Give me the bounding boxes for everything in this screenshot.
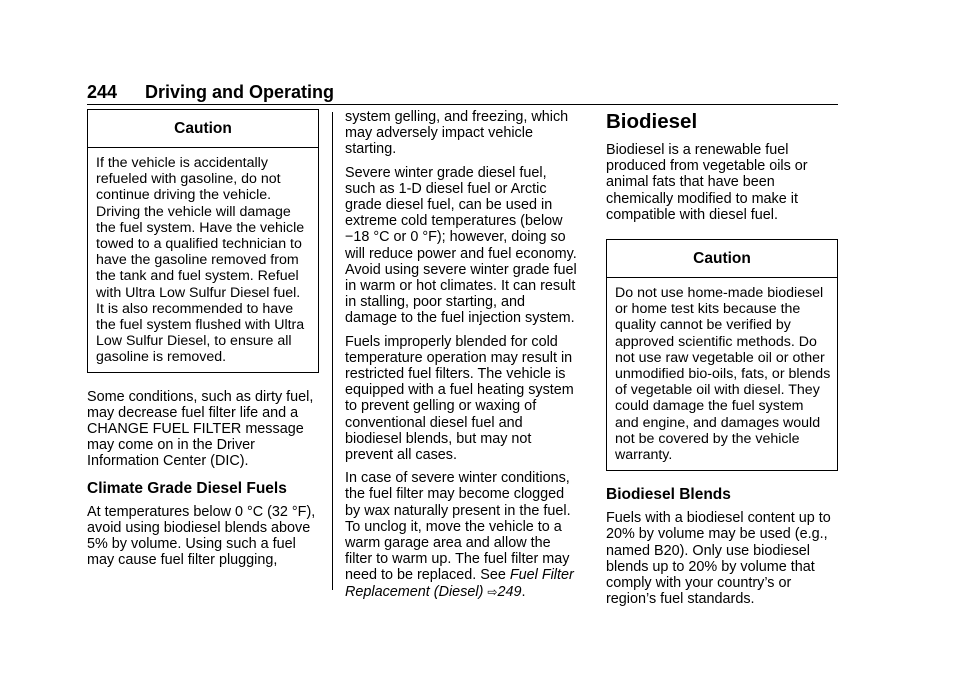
heading-biodiesel-blends: Biodiesel Blends <box>606 486 731 504</box>
paragraph-severe-winter: Severe winter grade diesel fuel, such as 1-D diesel fuel or Arctic grade diesel fuel, can be used in extreme cold temperatures (below −18 °C or 0 °F); however, doing so will reduce power and fuel economy. Avoid using severe winter grade fuel in warm or hot climates. It can result in stalling, poor starting, and damage to the fuel injection system. <box>345 164 577 327</box>
section-title: Driving and Operating <box>145 82 335 102</box>
column-2 <box>345 109 579 607</box>
heading-biodiesel: Biodiesel <box>606 110 698 133</box>
caution-text: If the vehicle is accidentally refueled with gasoline, do not continue driving the vehicle. Driving the vehicle will damage the fuel system. Have the vehicle towed to a qualified technician to have the gasoline removed from the tank and fuel system. Refuel with Ultra Low Sulfur Diesel fuel. It is also recommended to have the fuel system flushed with Ultra Low Sulfur Diesel, to ensure all gasoline is removed. <box>96 155 305 366</box>
caution-box-biodiesel <box>606 239 838 471</box>
page-header <box>87 82 838 105</box>
column-1 <box>87 109 319 575</box>
page-number: 244 <box>87 82 118 102</box>
paragraph-unclog <box>345 470 579 600</box>
caution-box-gasoline <box>87 109 319 373</box>
unclog-text: In case of severe winter conditions, the fuel filter may become clogged by wax naturally present in the fuel. To unclog it, move the vehicle to a warm garage area and allow the filter to warm up. The fuel filter may need to be replaced. See <box>345 470 571 584</box>
caution-title: Caution <box>607 240 837 278</box>
paragraph-gelling: system gelling, and freezing, which may adversely impact vehicle starting. <box>345 109 569 158</box>
reference-page-number[interactable]: 249 <box>497 583 522 600</box>
column-divider <box>332 112 333 590</box>
paragraph-biodiesel-blends: Fuels with a biodiesel content up to 20% by volume may be used (e.g., named B20). Only use biodiesel blends up to 20% by volume that comply with your country’s or region’s fuel standards. <box>606 510 831 608</box>
paragraph-temperature: At temperatures below 0 °C (32 °F), avoid using biodiesel blends above 5% by volume. Using such a fuel may cause fuel filter plugging, <box>87 503 316 569</box>
caution-text: Do not use home-made biodiesel or home test kits because the quality cannot be verified by approved scientific methods. Do not use raw vegetable oil or other unmodified bio-oils, fats, or blends of vegetable oil with diesel. They could damage the fuel system and engine, and damages would not be covered by the vehicle warranty. <box>615 285 831 464</box>
page-reference-arrow-icon: ⇨ <box>487 584 498 599</box>
paragraph-biodiesel-definition: Biodiesel is a renewable fuel produced from vegetable oils or animal fats that have been chemically modified to make it compatible with diesel fuel. <box>606 142 808 223</box>
fuel-filter-replacement-link[interactable]: Fuel Filter Replacement (Diesel) <box>345 567 574 600</box>
paragraph-improper-blend: Fuels improperly blended for cold temperature operation may result in restricted fuel filters. The vehicle is equipped with a fuel heating system to prevent gelling or waxing of conventional diesel fuel and biodiesel blends, but may not prevent all cases. <box>345 333 574 464</box>
heading-climate-grade: Climate Grade Diesel Fuels <box>87 479 287 497</box>
caution-title: Caution <box>88 110 318 148</box>
reference-period: . <box>521 583 526 600</box>
paragraph-fuel-filter-life: Some conditions, such as dirty fuel, may decrease fuel filter life and a CHANGE FUEL FILTER message may come on in the Driver Information Center (DIC). <box>87 388 314 470</box>
column-3 <box>606 109 838 614</box>
